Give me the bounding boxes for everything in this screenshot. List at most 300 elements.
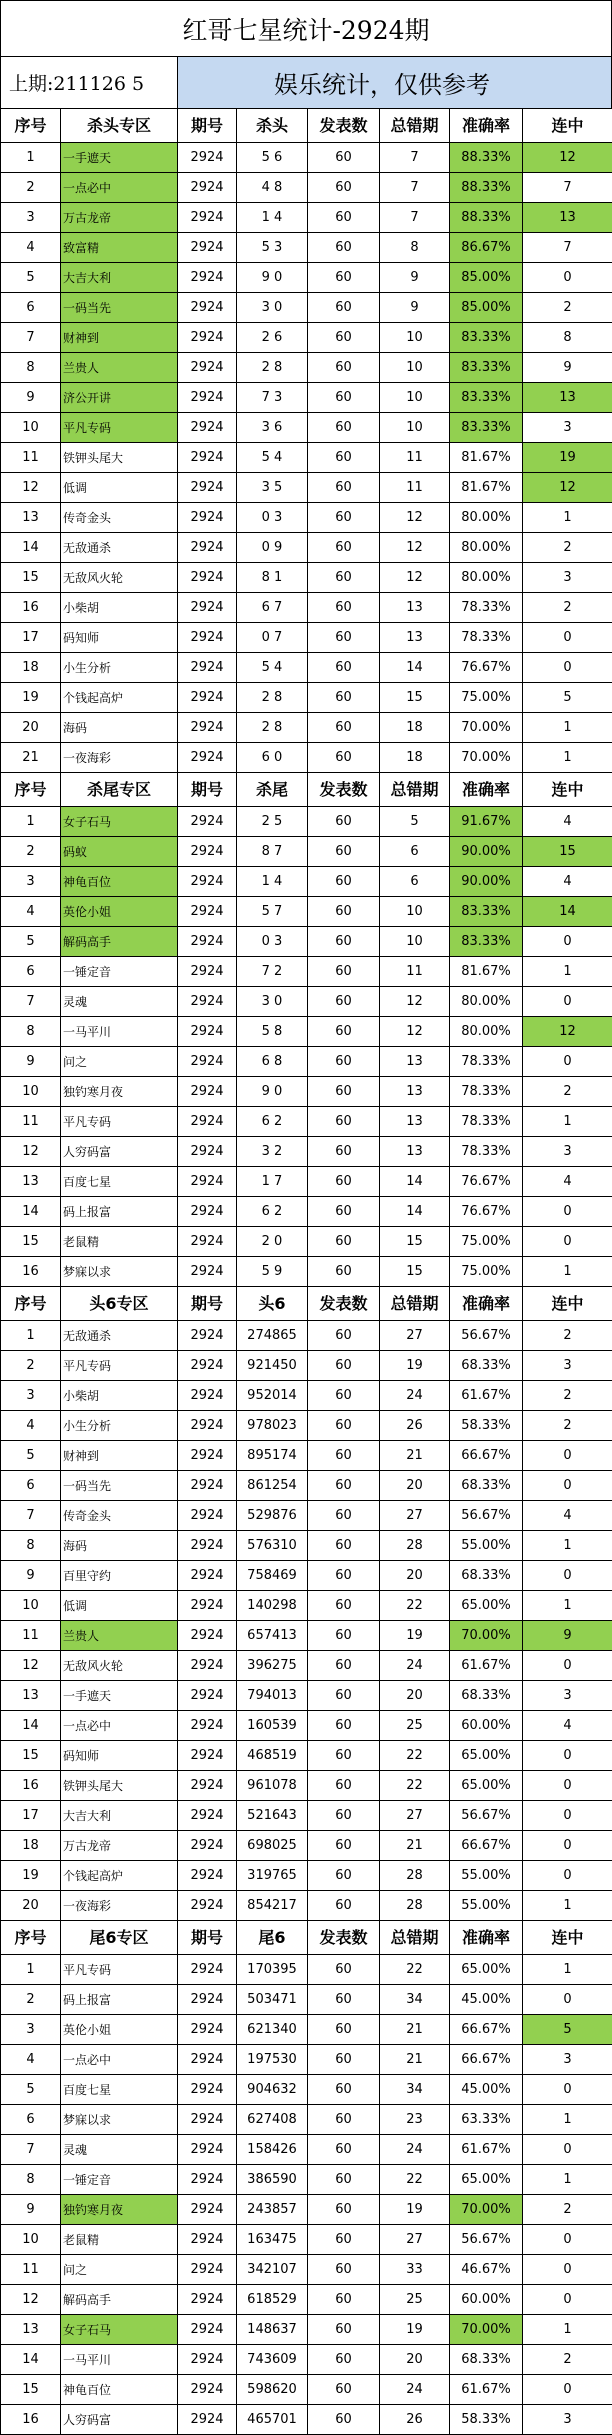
period-number: 2924 (178, 563, 237, 593)
error-count: 27 (380, 2225, 450, 2255)
row-index: 9 (1, 2195, 61, 2225)
table-row (1, 1107, 612, 1137)
accuracy-rate: 90.00% (450, 867, 523, 897)
row-index: 3 (1, 203, 61, 233)
predictor-name: 平凡专码 (61, 1955, 178, 1985)
period-number: 2924 (178, 503, 237, 533)
win-streak: 1 (523, 743, 612, 773)
section-header (1, 1287, 612, 1321)
error-count: 10 (380, 353, 450, 383)
prediction-value: 5 3 (237, 233, 308, 263)
row-index: 13 (1, 1681, 61, 1711)
row-index: 3 (1, 867, 61, 897)
row-index: 11 (1, 1107, 61, 1137)
predictor-name: 致富精 (61, 233, 178, 263)
predictor-name: 财神到 (61, 1441, 178, 1471)
post-count: 60 (308, 1441, 380, 1471)
info-row (0, 57, 612, 108)
accuracy-rate: 55.00% (450, 1531, 523, 1561)
table-row (1, 2015, 612, 2045)
win-streak: 2 (523, 1321, 612, 1351)
post-count: 60 (308, 563, 380, 593)
accuracy-rate: 70.00% (450, 2195, 523, 2225)
win-streak: 3 (523, 1681, 612, 1711)
accuracy-rate: 88.33% (450, 203, 523, 233)
period-number: 2924 (178, 1381, 237, 1411)
accuracy-rate: 70.00% (450, 743, 523, 773)
post-count: 60 (308, 2105, 380, 2135)
accuracy-rate: 68.33% (450, 1471, 523, 1501)
period-number: 2924 (178, 1197, 237, 1227)
period-number: 2924 (178, 1681, 237, 1711)
error-count: 20 (380, 2345, 450, 2375)
period-number: 2924 (178, 2105, 237, 2135)
accuracy-rate: 66.67% (450, 2045, 523, 2075)
column-header: 连中 (523, 1287, 612, 1321)
win-streak: 3 (523, 2405, 612, 2435)
row-index: 16 (1, 1257, 61, 1287)
predictor-name: 一夜海彩 (61, 1891, 178, 1921)
accuracy-rate: 45.00% (450, 1985, 523, 2015)
predictor-name: 百里守约 (61, 1561, 178, 1591)
win-streak: 1 (523, 2105, 612, 2135)
period-number: 2924 (178, 203, 237, 233)
win-streak: 3 (523, 413, 612, 443)
period-number: 2924 (178, 233, 237, 263)
prediction-value: 170395 (237, 1955, 308, 1985)
prediction-value: 1 4 (237, 867, 308, 897)
win-streak: 0 (523, 2075, 612, 2105)
post-count: 60 (308, 2225, 380, 2255)
prediction-value: 529876 (237, 1501, 308, 1531)
prediction-value: 163475 (237, 2225, 308, 2255)
row-index: 7 (1, 1501, 61, 1531)
table-row (1, 2315, 612, 2345)
win-streak: 0 (523, 1741, 612, 1771)
prediction-value: 921450 (237, 1351, 308, 1381)
predictor-name: 无敌风火轮 (61, 563, 178, 593)
row-index: 17 (1, 1801, 61, 1831)
accuracy-rate: 78.33% (450, 1047, 523, 1077)
period-number: 2924 (178, 1831, 237, 1861)
accuracy-rate: 83.33% (450, 383, 523, 413)
win-streak: 3 (523, 1137, 612, 1167)
error-count: 21 (380, 2015, 450, 2045)
error-count: 19 (380, 1351, 450, 1381)
error-count: 20 (380, 1681, 450, 1711)
post-count: 60 (308, 2255, 380, 2285)
prediction-value: 465701 (237, 2405, 308, 2435)
post-count: 60 (308, 1381, 380, 1411)
accuracy-rate: 56.67% (450, 2225, 523, 2255)
table-row (1, 1441, 612, 1471)
error-count: 14 (380, 653, 450, 683)
accuracy-rate: 78.33% (450, 623, 523, 653)
win-streak: 0 (523, 1861, 612, 1891)
period-number: 2924 (178, 173, 237, 203)
accuracy-rate: 88.33% (450, 173, 523, 203)
win-streak: 0 (523, 653, 612, 683)
post-count: 60 (308, 593, 380, 623)
table-row (1, 2075, 612, 2105)
predictor-name: 小柴胡 (61, 593, 178, 623)
row-index: 15 (1, 1741, 61, 1771)
period-number: 2924 (178, 1441, 237, 1471)
accuracy-rate: 61.67% (450, 2375, 523, 2405)
prediction-value: 3 5 (237, 473, 308, 503)
column-header: 尾6 (237, 1921, 308, 1955)
post-count: 60 (308, 353, 380, 383)
accuracy-rate: 56.67% (450, 1501, 523, 1531)
table-row (1, 1381, 612, 1411)
predictor-name: 人穷码富 (61, 1137, 178, 1167)
accuracy-rate: 81.67% (450, 443, 523, 473)
post-count: 60 (308, 807, 380, 837)
post-count: 60 (308, 1561, 380, 1591)
table-row (1, 1257, 612, 1287)
row-index: 16 (1, 1771, 61, 1801)
prediction-value: 854217 (237, 1891, 308, 1921)
column-header: 准确率 (450, 1287, 523, 1321)
row-index: 15 (1, 1227, 61, 1257)
predictor-name: 无敌通杀 (61, 533, 178, 563)
prediction-value: 2 8 (237, 353, 308, 383)
post-count: 60 (308, 1891, 380, 1921)
row-index: 9 (1, 1047, 61, 1077)
error-count: 9 (380, 263, 450, 293)
error-count: 12 (380, 563, 450, 593)
period-number: 2924 (178, 837, 237, 867)
post-count: 60 (308, 1651, 380, 1681)
period-number: 2924 (178, 1047, 237, 1077)
prediction-value: 576310 (237, 1531, 308, 1561)
predictor-name: 个钱起高炉 (61, 683, 178, 713)
table-row (1, 1047, 612, 1077)
post-count: 60 (308, 1741, 380, 1771)
period-number: 2924 (178, 683, 237, 713)
row-index: 8 (1, 1017, 61, 1047)
predictor-name: 独钓寒月夜 (61, 1077, 178, 1107)
row-index: 1 (1, 807, 61, 837)
accuracy-rate: 58.33% (450, 1411, 523, 1441)
predictor-name: 万古龙帝 (61, 1831, 178, 1861)
accuracy-rate: 90.00% (450, 837, 523, 867)
row-index: 13 (1, 1167, 61, 1197)
prediction-value: 7 2 (237, 957, 308, 987)
row-index: 14 (1, 1711, 61, 1741)
error-count: 13 (380, 1107, 450, 1137)
period-number: 2924 (178, 1771, 237, 1801)
prediction-value: 978023 (237, 1411, 308, 1441)
predictor-name: 铁钾头尾大 (61, 443, 178, 473)
table-row (1, 713, 612, 743)
table-row (1, 1137, 612, 1167)
post-count: 60 (308, 1471, 380, 1501)
win-streak: 9 (523, 1621, 612, 1651)
period-number: 2924 (178, 1531, 237, 1561)
win-streak: 1 (523, 503, 612, 533)
accuracy-rate: 76.67% (450, 1197, 523, 1227)
post-count: 60 (308, 1047, 380, 1077)
period-number: 2924 (178, 1471, 237, 1501)
post-count: 60 (308, 1107, 380, 1137)
post-count: 60 (308, 203, 380, 233)
table-row (1, 1227, 612, 1257)
error-count: 13 (380, 623, 450, 653)
accuracy-rate: 80.00% (450, 563, 523, 593)
column-header: 期号 (178, 1287, 237, 1321)
prediction-value: 160539 (237, 1711, 308, 1741)
period-number: 2924 (178, 2255, 237, 2285)
error-count: 21 (380, 2045, 450, 2075)
predictor-name: 解码高手 (61, 2285, 178, 2315)
period-number: 2924 (178, 1351, 237, 1381)
win-streak: 2 (523, 2345, 612, 2375)
table-row (1, 2045, 612, 2075)
column-header: 头6专区 (61, 1287, 178, 1321)
prediction-value: 468519 (237, 1741, 308, 1771)
accuracy-rate: 65.00% (450, 1741, 523, 1771)
accuracy-rate: 83.33% (450, 323, 523, 353)
win-streak: 5 (523, 2015, 612, 2045)
post-count: 60 (308, 897, 380, 927)
post-count: 60 (308, 533, 380, 563)
prediction-value: 3 0 (237, 293, 308, 323)
prediction-value: 396275 (237, 1651, 308, 1681)
period-number: 2924 (178, 1501, 237, 1531)
error-count: 24 (380, 1651, 450, 1681)
predictor-name: 神龟百位 (61, 867, 178, 897)
prediction-value: 6 0 (237, 743, 308, 773)
period-number: 2924 (178, 353, 237, 383)
prediction-value: 9 0 (237, 1077, 308, 1107)
row-index: 7 (1, 987, 61, 1017)
predictor-name: 灵魂 (61, 987, 178, 1017)
predictor-name: 一码当先 (61, 293, 178, 323)
post-count: 60 (308, 2285, 380, 2315)
post-count: 60 (308, 2345, 380, 2375)
period-number: 2924 (178, 443, 237, 473)
row-index: 4 (1, 2045, 61, 2075)
section-header (1, 1921, 612, 1955)
accuracy-rate: 76.67% (450, 653, 523, 683)
table-row (1, 1651, 612, 1681)
win-streak: 1 (523, 2315, 612, 2345)
period-number: 2924 (178, 1891, 237, 1921)
post-count: 60 (308, 293, 380, 323)
prediction-value: 6 2 (237, 1197, 308, 1227)
row-index: 20 (1, 713, 61, 743)
predictor-name: 英伦小姐 (61, 2015, 178, 2045)
table-row (1, 1711, 612, 1741)
row-index: 14 (1, 533, 61, 563)
error-count: 21 (380, 1441, 450, 1471)
predictor-name: 海码 (61, 713, 178, 743)
win-streak: 5 (523, 683, 612, 713)
post-count: 60 (308, 1411, 380, 1441)
prediction-value: 9 0 (237, 263, 308, 293)
win-streak: 0 (523, 1471, 612, 1501)
post-count: 60 (308, 1167, 380, 1197)
predictor-name: 一点必中 (61, 2045, 178, 2075)
win-streak: 1 (523, 1955, 612, 1985)
error-count: 5 (380, 807, 450, 837)
win-streak: 0 (523, 1561, 612, 1591)
table-row (1, 533, 612, 563)
win-streak: 0 (523, 1441, 612, 1471)
prediction-value: 618529 (237, 2285, 308, 2315)
prediction-value: 2 8 (237, 683, 308, 713)
post-count: 60 (308, 473, 380, 503)
predictor-name: 一手遮天 (61, 1681, 178, 1711)
period-number: 2924 (178, 2405, 237, 2435)
table-row (1, 867, 612, 897)
accuracy-rate: 60.00% (450, 2285, 523, 2315)
row-index: 3 (1, 2015, 61, 2045)
post-count: 60 (308, 1801, 380, 1831)
period-number: 2924 (178, 807, 237, 837)
error-count: 22 (380, 1955, 450, 1985)
post-count: 60 (308, 1017, 380, 1047)
error-count: 26 (380, 2405, 450, 2435)
column-header: 尾6专区 (61, 1921, 178, 1955)
section-header (1, 109, 612, 143)
win-streak: 0 (523, 623, 612, 653)
accuracy-rate: 75.00% (450, 1227, 523, 1257)
table-row (1, 563, 612, 593)
prediction-value: 2 5 (237, 807, 308, 837)
error-count: 14 (380, 1167, 450, 1197)
column-header: 期号 (178, 773, 237, 807)
error-count: 27 (380, 1801, 450, 1831)
period-number: 2924 (178, 1651, 237, 1681)
table-row (1, 2255, 612, 2285)
win-streak: 15 (523, 837, 612, 867)
predictor-name: 小柴胡 (61, 1381, 178, 1411)
post-count: 60 (308, 1771, 380, 1801)
predictor-name: 传奇金头 (61, 1501, 178, 1531)
table-row (1, 173, 612, 203)
error-count: 15 (380, 1227, 450, 1257)
post-count: 60 (308, 683, 380, 713)
table-row (1, 2345, 612, 2375)
win-streak: 1 (523, 713, 612, 743)
row-index: 21 (1, 743, 61, 773)
win-streak: 0 (523, 2375, 612, 2405)
error-count: 13 (380, 593, 450, 623)
period-number: 2924 (178, 623, 237, 653)
post-count: 60 (308, 1681, 380, 1711)
column-header: 序号 (1, 1921, 61, 1955)
error-count: 22 (380, 1741, 450, 1771)
period-number: 2924 (178, 533, 237, 563)
accuracy-rate: 83.33% (450, 927, 523, 957)
row-index: 11 (1, 2255, 61, 2285)
error-count: 18 (380, 713, 450, 743)
post-count: 60 (308, 2405, 380, 2435)
row-index: 2 (1, 1351, 61, 1381)
win-streak: 4 (523, 1501, 612, 1531)
post-count: 60 (308, 653, 380, 683)
win-streak: 13 (523, 383, 612, 413)
prediction-value: 904632 (237, 2075, 308, 2105)
table-row (1, 1801, 612, 1831)
row-index: 9 (1, 383, 61, 413)
win-streak: 0 (523, 1801, 612, 1831)
accuracy-rate: 83.33% (450, 353, 523, 383)
accuracy-rate: 86.67% (450, 233, 523, 263)
win-streak: 1 (523, 1107, 612, 1137)
predictor-name: 兰贵人 (61, 353, 178, 383)
win-streak: 2 (523, 1411, 612, 1441)
post-count: 60 (308, 2135, 380, 2165)
error-count: 24 (380, 2135, 450, 2165)
error-count: 11 (380, 473, 450, 503)
accuracy-rate: 66.67% (450, 1441, 523, 1471)
accuracy-rate: 45.00% (450, 2075, 523, 2105)
post-count: 60 (308, 1501, 380, 1531)
row-index: 6 (1, 957, 61, 987)
column-header: 总错期 (380, 1287, 450, 1321)
period-number: 2924 (178, 413, 237, 443)
prediction-value: 6 8 (237, 1047, 308, 1077)
prediction-value: 743609 (237, 2345, 308, 2375)
row-index: 6 (1, 1471, 61, 1501)
row-index: 5 (1, 2075, 61, 2105)
stats-table (0, 108, 612, 2435)
prediction-value: 8 1 (237, 563, 308, 593)
row-index: 10 (1, 1591, 61, 1621)
post-count: 60 (308, 1591, 380, 1621)
post-count: 60 (308, 623, 380, 653)
row-index: 1 (1, 143, 61, 173)
error-count: 12 (380, 503, 450, 533)
error-count: 22 (380, 2165, 450, 2195)
table-row (1, 927, 612, 957)
win-streak: 1 (523, 2165, 612, 2195)
predictor-name: 码上报富 (61, 1197, 178, 1227)
table-row (1, 2285, 612, 2315)
win-streak: 0 (523, 2135, 612, 2165)
prediction-value: 2 0 (237, 1227, 308, 1257)
row-index: 11 (1, 443, 61, 473)
predictor-name: 一码当先 (61, 1471, 178, 1501)
column-header: 序号 (1, 773, 61, 807)
accuracy-rate: 85.00% (450, 293, 523, 323)
section-header (1, 773, 612, 807)
predictor-name: 低调 (61, 1591, 178, 1621)
post-count: 60 (308, 927, 380, 957)
post-count: 60 (308, 987, 380, 1017)
prediction-value: 3 0 (237, 987, 308, 1017)
predictor-name: 无敌风火轮 (61, 1651, 178, 1681)
prediction-value: 598620 (237, 2375, 308, 2405)
error-count: 25 (380, 2285, 450, 2315)
table-row (1, 2165, 612, 2195)
accuracy-rate: 55.00% (450, 1861, 523, 1891)
win-streak: 0 (523, 1047, 612, 1077)
predictor-name: 码蚁 (61, 837, 178, 867)
prediction-value: 6 2 (237, 1107, 308, 1137)
column-header: 连中 (523, 773, 612, 807)
table-row (1, 1321, 612, 1351)
prediction-value: 8 7 (237, 837, 308, 867)
predictor-name: 一点必中 (61, 173, 178, 203)
table-row (1, 1891, 612, 1921)
error-count: 15 (380, 1257, 450, 1287)
error-count: 28 (380, 1891, 450, 1921)
period-number: 2924 (178, 2345, 237, 2375)
